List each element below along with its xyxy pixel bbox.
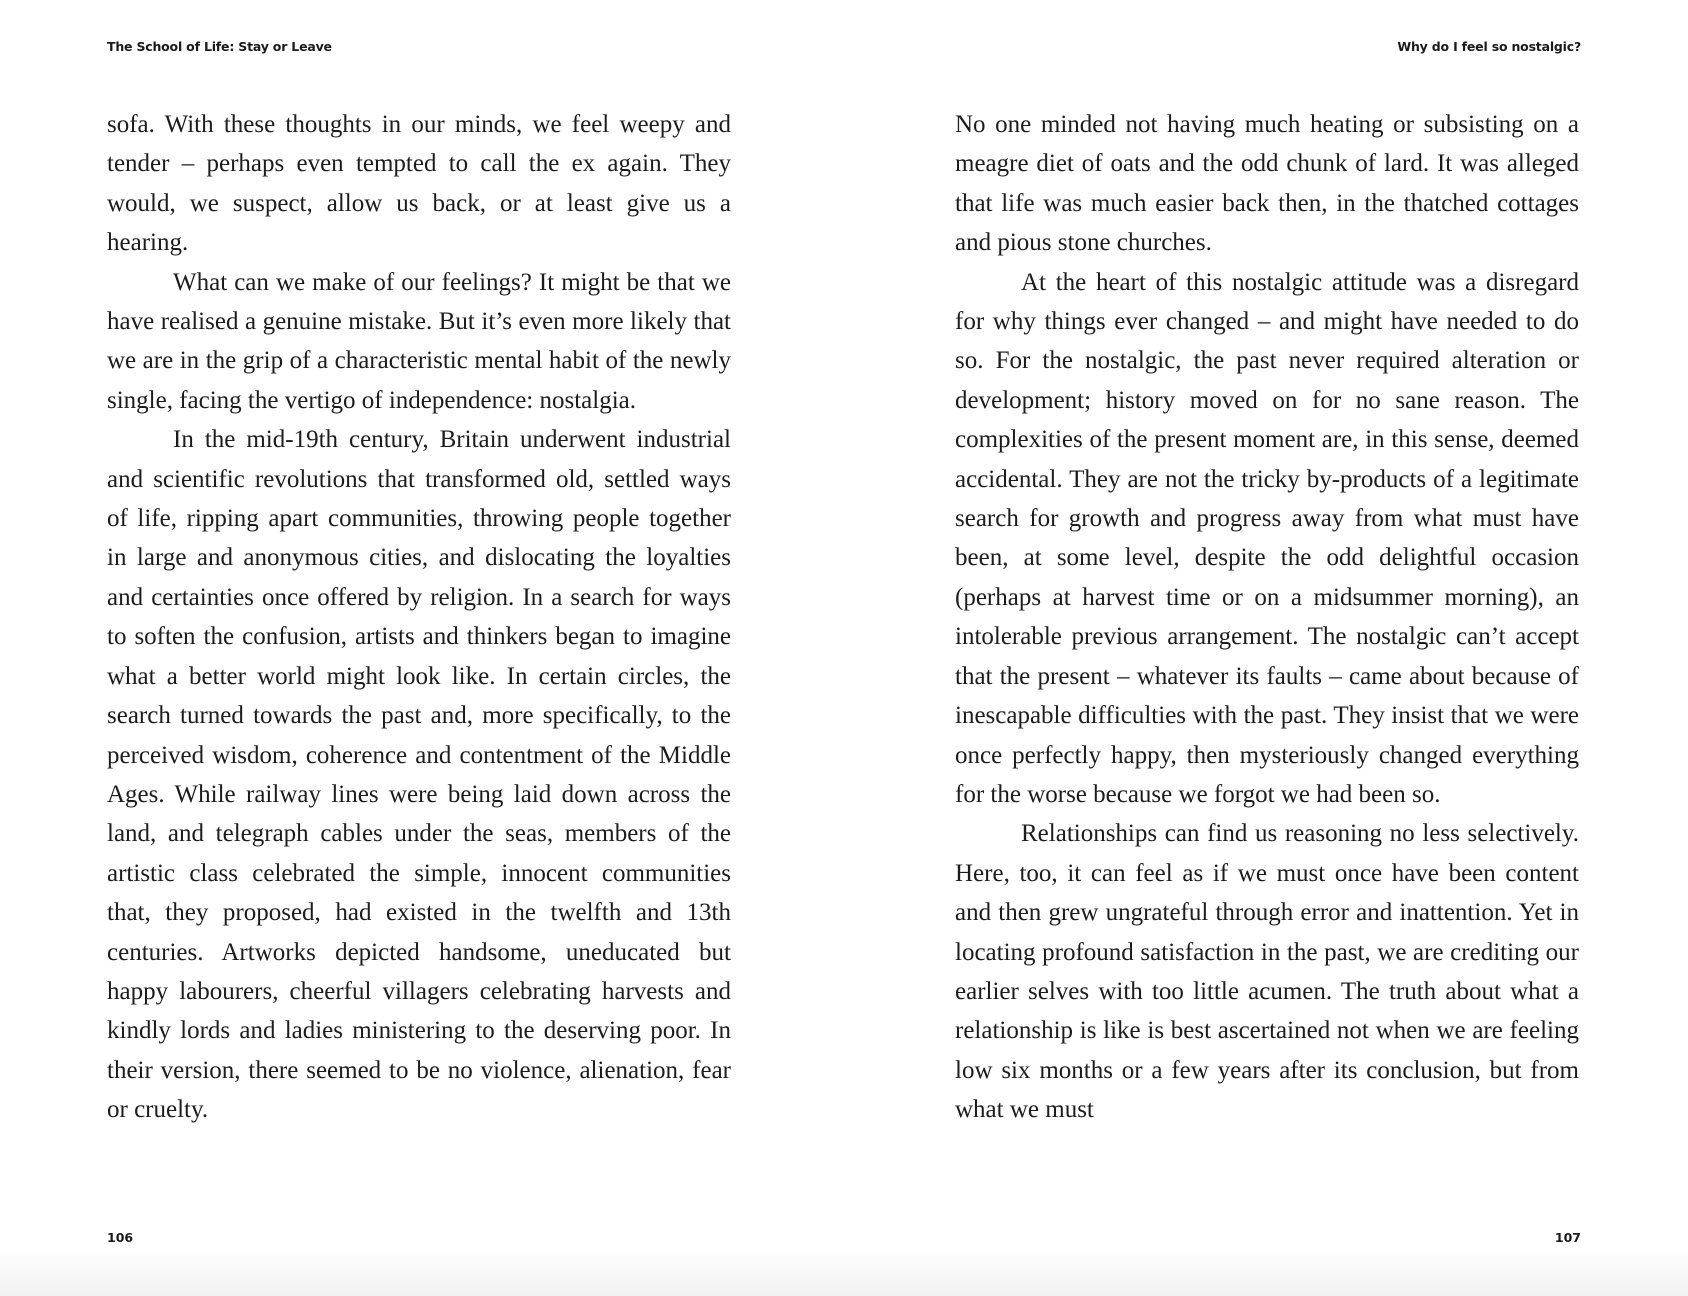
left-page-body bbox=[107, 105, 731, 1130]
left-paragraph-1: sofa. With these thoughts in our minds, we feel weepy and tender – perhaps even tempted to call the ex again. They would, we suspect, allow us back, or at least give us a hearing. bbox=[107, 111, 731, 257]
right-paragraph-3: Relationships can find us reasoning no less selectively. Here, too, it can feel as if we must once have been content and then grew ungrateful through error and inattention. Yet in locating profound satisfaction in the past, we are crediting our earlier selves with too little acumen. The truth about what a relationship is like is best ascertained not when we are feeling low six months or a few years after its conclusion, but from what we must bbox=[955, 820, 1579, 1124]
right-page-number: 107 bbox=[1554, 1230, 1581, 1245]
left-paragraph-3: In the mid-19th century, Britain underwent industrial and scientific revolutions that transformed old, settled ways of life, ripping apart communities, throwing people together in large and anonymous cities, and dislocating the loyalties and certainties once offered by religion. In a search for ways to soften the confusion, artists and thinkers began to imagine what a better world might look like. In certain circles, the search turned towards the past and, more specifically, to the perceived wisdom, coherence and contentment of the Middle Ages. While railway lines were being laid down across the land, and telegraph cables under the seas, members of the artistic class celebrated the simple, innocent communities that, they proposed, had existed in the twelfth and 13th centuries. Artworks depicted handsome, uneducated but happy labourers, cheerful villagers celebrating harvests and kindly lords and ladies ministering to the deserving poor. In their version, there seemed to be no violence, alienation, fear or cruelty. bbox=[107, 426, 731, 1124]
left-paragraph-2: What can we make of our feelings? It might be that we have realised a genuine mistake. But it’s even more likely that we are in the grip of a characteristic mental habit of the newly single, facing the vertigo of independence: nostalgia. bbox=[107, 268, 731, 414]
right-page-body bbox=[955, 105, 1579, 1130]
left-page-number: 106 bbox=[107, 1230, 134, 1245]
left-running-head: The School of Life: Stay or Leave bbox=[107, 39, 332, 54]
right-running-head: Why do I feel so nostalgic? bbox=[1397, 39, 1581, 54]
right-paragraph-1: No one minded not having much heating or subsisting on a meagre diet of oats and the odd chunk of lard. It was alleged that life was much easier back then, in the thatched cottages and pious stone churches. bbox=[955, 111, 1579, 257]
right-paragraph-2: At the heart of this nostalgic attitude was a disregard for why things ever changed – and might have needed to do so. For the nostalgic, the past never required alteration or development; history moved on for no sane reason. The complexities of the present moment are, in this sense, deemed accidental. They are not the tricky by-products of a legitimate search for growth and progress away from what must have been, at some level, despite the odd delightful occasion (perhaps at harvest time or on a midsummer morning), an intolerable previous arrangement. The nostalgic can’t accept that the present – whatever its faults – came about because of inescapable difficulties with the past. They insist that we were once perfectly happy, then mysteriously changed everything for the worse because we forgot we had been so. bbox=[955, 268, 1579, 808]
